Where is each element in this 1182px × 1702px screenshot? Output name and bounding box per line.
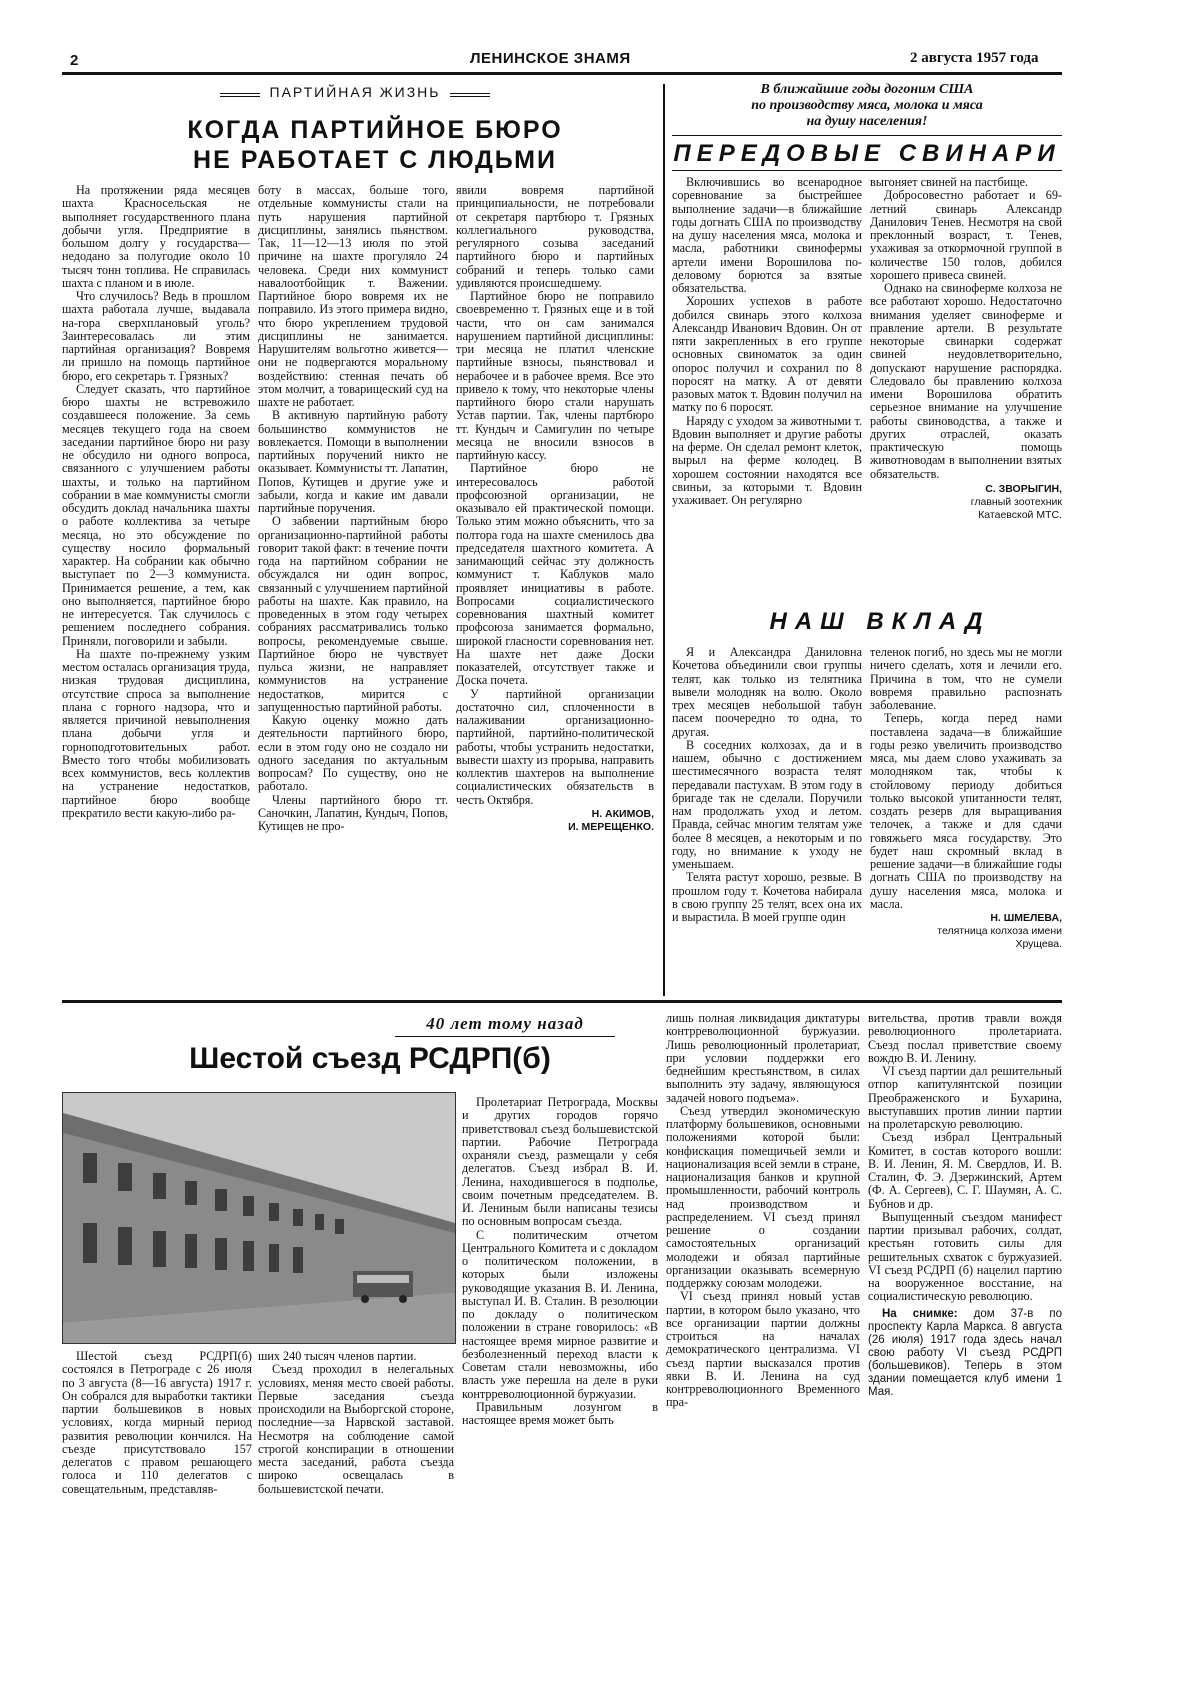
caption-text: дом 37-в по проспекту Карла Маркса. 8 августа (26 июля) 1917 года здесь начал свою работу VI съезд РСДРП (большевиков). Теперь в этом здании помещается клуб имени 1 Мая. bbox=[868, 1307, 1062, 1398]
paragraph: На протяжении ряда месяцев шахта Красносельская не выполняет государственного плана добычи угля. Предприятие в большом долгу у государства—недодано за полугодие около 10 тысяч тонн топлива. Не справилась шахта с планом и в июле. bbox=[62, 184, 250, 290]
slogan bbox=[672, 82, 1062, 130]
article3-column-2 bbox=[870, 646, 1062, 996]
paragraph: Пролетариат Петрограда, Москвы и других городов горячо приветствовал съезд большевистской партии. Рабочие Петрограда охраняли съезд, размещали у себя делегатов. Съезд избрал В. И. Ленина, находившегося в подполье, своим почетным председателем. В. И. Лениным были написаны тезисы по основным вопросам съезда. bbox=[462, 1096, 658, 1229]
article3-title: НАШ ВКЛАД bbox=[769, 608, 991, 635]
column-divider bbox=[663, 84, 665, 996]
section-rule bbox=[672, 170, 1062, 171]
rubric-text: 40 лет тому назад bbox=[426, 1014, 584, 1033]
signature-role: Катаевской МТС. bbox=[978, 508, 1062, 521]
slogan-line: В ближайшие годы догоним США bbox=[760, 82, 974, 97]
building-photo bbox=[62, 1092, 456, 1344]
paragraph: Включившись во всенародное соревнование за быстрейшее выполнение задачи—в ближайшие годы догнать США по производству на душу населения мяса, молока и масла, работники свинофермы артели имени Ворошилова по-деловому борются за взятые обязательства. bbox=[672, 176, 862, 295]
rubric-text: ПАРТИЙНАЯ ЖИЗНЬ bbox=[269, 84, 441, 100]
article2-column-2 bbox=[870, 176, 1062, 606]
paragraph: Добросовестно работает и 69-летний свинарь Александр Данилович Тенев. Несмотря на свой преклонный возраст, т. Тенев, ухаживая за откормочной группой в количестве 150 голов, добился хорошего привеса свиней. bbox=[870, 188, 1062, 282]
signature-role: Хрущева. bbox=[1015, 938, 1062, 950]
paragraph: Однако на свиноферме колхоза не все работают хорошо. Недостаточно внимания уделяет свиноферме и правление артели. В результате некоторые свинарки содержат свиней неудовлетворительно, допускают нарушение распорядка. Следовало бы правлению колхоза имени Ворошилова обратить серьезное внимание на улучшение работы свиноводства, а также и других отраслей, оказать практическую помощь животноводам в выполнении взятых обязательств. bbox=[870, 281, 1062, 481]
photo-caption bbox=[868, 1308, 1062, 1399]
article1-title-line1: КОГДА ПАРТИЙНОЕ БЮРО bbox=[187, 116, 563, 144]
paragraph: Я и Александра Даниловна Кочетова объединили свои группы телят, как только из телятника вывели молодняк на волю. Около трех месяцев небольшой табун пасем поочередно то одна, то другая. bbox=[672, 646, 862, 739]
paragraph: Какую оценку можно дать деятельности партийного бюро, если в этом году оно не создало ни одного заседания по актуальным вопросам? По существу, оно не работало. bbox=[258, 713, 448, 794]
rubric-party-life bbox=[220, 84, 490, 104]
article4-column-2 bbox=[258, 1350, 454, 1690]
caption-label: На снимке: bbox=[882, 1307, 958, 1320]
signature-role: телятница колхоза имени bbox=[937, 925, 1062, 937]
issue-date: 2 августа 1957 года bbox=[910, 50, 1039, 66]
signature-role: главный зоотехник bbox=[970, 495, 1062, 508]
paragraph: Правильным лозунгом в настоящее время может быть bbox=[462, 1399, 658, 1427]
paragraph: VI съезд принял новый устав партии, в котором было указано, что все организации партии должны строиться на началах демократического централизма. VI съезд партии высказался против явки В. И. Ленина на суд контрреволюционного Временного пра- bbox=[666, 1289, 860, 1410]
signature: С. ЗВОРЫГИН, bbox=[985, 482, 1062, 495]
article3-column-1 bbox=[672, 646, 862, 996]
paragraph: Съезд утвердил экономическую платформу большевиков, основными положениями которой были: конфискация помещичьей земли и национализация всей земли в стране, национализация банков и крупной промышленности, рабочий контроль над производством и распределением. VI съезд принял решение о создании самостоятельных организаций молодежи и обязал партийные организации оказывать всемерную поддержку союзам молодежи. bbox=[666, 1103, 860, 1290]
paragraph: Партийное бюро не интересовалось работой профсоюзной организации, не оказывало ей практической помощи. Только этим можно объяснить, что за полтора года на шахте сменилось два председателя шахтного комитета. А занимающий сейчас эту должность коммунист т. Каблуков мало проявляет инициативы в работе. Вопросами социалистического соревнования шахтный комитет профсоюза занимается формально, широкой гласности соревнования нет. На шахте нет даже Доски показателей, отсутствует также и Доска почета. bbox=[456, 461, 654, 688]
article1-title-line2: НЕ РАБОТАЕТ С ЛЮДЬМИ bbox=[193, 146, 557, 174]
rubric-40-years bbox=[380, 1014, 630, 1037]
article2-title: ПЕРЕДОВЫЕ СВИНАРИ bbox=[673, 140, 1061, 167]
page-number: 2 bbox=[70, 52, 79, 69]
article4-column-1 bbox=[62, 1350, 252, 1690]
paragraph: ших 240 тысяч членов партии. bbox=[258, 1350, 417, 1363]
paragraph: Съезд избрал Центральный Комитет, в состав которого вошли: В. И. Ленин, Я. М. Свердлов, И. В. Сталин, Ф. Э. Дзержинский, Артем (Ф. А. Сергеев), С. Г. Шаумян, А. С. Бубнов и др. bbox=[868, 1130, 1062, 1211]
paragraph: выгоняет свиней на пастбище. bbox=[870, 176, 1029, 189]
header-rule bbox=[62, 72, 1062, 75]
paragraph: На шахте по-прежнему узким местом осталась организация труда, низкая трудовая дисциплина, отсутствие спроса за выполнение плана с горного надзора, что и является причиной невыполнения плана добычи угля и горноподготовительных работ. Вместо того чтобы мобилизовать всех коммунистов, весь коллектив на устранение недостатков, партийное бюро вообще прекратило вести какую-либо ра- bbox=[62, 646, 250, 820]
newspaper-title: ЛЕНИНСКОЕ ЗНАМЯ bbox=[470, 50, 631, 67]
slogan-line: по производству мяса, молока и мяса bbox=[751, 98, 983, 113]
article4-column-3 bbox=[462, 1096, 658, 1691]
paragraph: В соседних колхозах, да и в нашем, обычно с достижением шестимесячного возраста телят передавали пастухам. В этом году в бригаде так не сделали. Поручили нам продолжать уход и летом. Правда, сейчас многим телятам уже более 8 месяцев, а некоторым и по году, но внимание к уходу не уменьшаем. bbox=[672, 737, 862, 871]
article1-column-2 bbox=[258, 184, 448, 989]
signature: Н. ШМЕЛЕВА, bbox=[990, 912, 1062, 924]
signature: Н. АКИМОВ, bbox=[591, 807, 654, 820]
paragraph: Следует сказать, что партийное бюро шахты не встревожило создавшееся положение. За семь месяцев текущего года на своем заседании партийное бюро ни разу не обсудило ни одного вопроса, связанного с улучшением работы шахты, и только на партийном собрании в мае коммунисты смогли обсудить доклад начальника шахты о работе коллектива за четыре месяца, но это обсуждение по существу носило формальный характер. На собрании как обычно выступает по 2—3 коммуниста. Принимается решение, а тем, как оно выполняется, партийное бюро не интересуется. Так случилось с решением последнего собрания. Приняли, поговорили и забыли. bbox=[62, 381, 250, 648]
article1-column-3 bbox=[456, 184, 654, 989]
paragraph: Съезд проходил в нелегальных условиях, меняя место своей работы. Первые заседания съезда происходили на Выборгской стороне, последние—за Нарвской заставой. Несмотря на соблюдение самой строгой конспирации в отношении места заседаний, работа съезда широко освещалась в большевистской печати. bbox=[258, 1362, 454, 1496]
article4-column-4 bbox=[666, 1012, 860, 1692]
paragraph: О забвении партийным бюро организационно-партийной работы говорит такой факт: в течение почти года на партийном собрании не обсуждался ни один вопрос, связанный с улучшением партийной работы на шахте. Как правило, на проведенных в этом году четырех собраниях рассматривались только вопросы, рекомендуемые свыше. Партийное бюро не чувствует пульса жизни, не направляет коммунистов на устранение недостатков, мирится с запущенностью партийной работы. bbox=[258, 514, 448, 714]
section-rule bbox=[62, 1000, 1062, 1003]
building-illustration bbox=[63, 1093, 455, 1343]
article4-title: Шестой съезд РСДРП(б) bbox=[189, 1042, 551, 1075]
paragraph: явили вовремя партийной принципиальности, не потребовали от секретаря партбюро т. Грязных коллегиального руководства, регулярного созыва заседаний партийного бюро и партийных собраний и теперь только сами удивляются происшедшему. bbox=[456, 184, 654, 290]
article2-column-1 bbox=[672, 176, 862, 596]
paragraph: Что случилось? Ведь в прошлом шахта работала лучше, выдавала на-гора сверхплановый уголь? Заинтересовалась ли этим партийная организация? Вовремя ли пришло на помощь партийное бюро, его секретарь т. Грязных? bbox=[62, 289, 250, 383]
paragraph: С политическим отчетом Центрального Комитета и с докладом о политическом положении, в которых были изложены руководящие указания В. И. Ленина, выступал И. В. Сталин. В резолюции по докладу о политическом положении в стране говорилось: «В настоящее время мирное развитие и безболезненный переход власти к Советам стали невозможны, ибо власть уже перешла на деле в руки контрреволюционной буржуазии. bbox=[462, 1227, 658, 1401]
slogan-line: на душу населения! bbox=[806, 114, 928, 129]
paragraph: VI съезд партии дал решительный отпор капитулянтской позиции Преображенского и Бухарина, выступавших против линии партии на пролетарскую революцию. bbox=[868, 1064, 1062, 1131]
paragraph: Теперь, когда перед нами поставлена задача—в ближайшие годы резко увеличить производство мяса, мы даем слово ухаживать за молодняком так, чтобы к стойловому периоду добиться только высокой упитанности телят, создать резерв для выращивания телочек, а также и для сдачи говяжьего мяса государству. Это будет наш скромный вклад в решение задачи—в ближайшие годы догнать США по производству на душу населения мяса, молока и масла. bbox=[870, 711, 1062, 911]
paragraph: Выпущенный съездом манифест партии призывал рабочих, солдат, крестьян готовить силы для решительных схваток с буржуазией. VI съезд РСДРП (б) нацелил партию на вооруженное восстание, на социалистическую революцию. bbox=[868, 1209, 1062, 1304]
paragraph: лишь полная ликвидация диктатуры контрреволюционной буржуазии. Лишь революционный пролетариат, при условии поддержки его беднейшим крестьянством, в силах выполнить эту задачу, являющуюся задачей нового подъема». bbox=[666, 1012, 860, 1105]
paragraph: В активную партийную работу большинство коммунистов не вовлекается. Помощи в выполнении партийных поручений никто не оказывает. Коммунисты тт. Лапатин, Попов, Кутищев и другие уже и забыли, когда и какие им давали партийные поручения. bbox=[258, 408, 448, 515]
paragraph: боту в массах, больше того, отдельные коммунисты стали на путь нарушения партийной дисциплины, занялись пьянством. Так, 11—12—13 июля по этой причине на шахте прогуляло 24 человека. Среди них коммунист навалоотбойщик т. Важении. Партийное бюро вовремя их не поправило. Из этого примера видно, что бюро укреплением трудовой дисциплины не занимается. Нарушителям вольготно живется—они не подвергаются моральному воздействию: стенная печать об этом молчит, а товарищеский суд на шахте не работает. bbox=[258, 184, 448, 409]
paragraph: У партийной организации достаточно сил, сплоченности в налаживании организационно-партийной, партийно-политической работы, чтобы устранить недостатки, вывести шахту из прорыва, направить коллектив шахтеров на выполнение социалистических обязательств в честь Октября. bbox=[456, 686, 654, 807]
paragraph: Члены партийного бюро тт. Саночкин, Лапатин, Кундыч, Попов, Кутищев не про- bbox=[258, 792, 448, 833]
paragraph: Наряду с уходом за животными т. Вдовин выполняет и другие работы на ферме. Он сделал ремонт клеток, вырыл на ферме колодец. В хорошем состоянии находятся все свиньи, за которыми т. Вдовин ухаживает. Он регулярно bbox=[672, 413, 862, 507]
article1-column-1 bbox=[62, 184, 250, 989]
paragraph: Шестой съезд РСДРП(б) состоялся в Петрограде с 26 июля по 3 августа (8—16 августа) 1917 г. Он собрался для выработки тактики партии большевиков в новых условиях, когда мирный период развития революции кончился. На съезде присутствовало 157 делегатов с правом решающего голоса и 110 делегатов с совещательным, представляв- bbox=[62, 1350, 252, 1496]
paragraph: Хороших успехов в работе добился свинарь этого колхоза Александр Иванович Вдовин. Он от пяти закрепленных в его группе основных свиноматок за один опорос получил и сохранил по 8 поросят на матку. А от девяти разовых маток т. Вдовин получил на матку по 6 поросят. bbox=[672, 294, 862, 415]
section-rule bbox=[672, 135, 1062, 136]
article3-title-frame bbox=[760, 606, 1000, 638]
paragraph: теленок погиб, но здесь мы не могли ничего сделать, хотя и лечили его. Причина в том, что не сумели вовремя правильно распознать заболевание. bbox=[870, 646, 1062, 712]
paragraph: вительства, против травли вождя революционного пролетариата. Съезд послал приветствие своему вождю В. И. Ленину. bbox=[868, 1012, 1062, 1065]
article4-column-5 bbox=[868, 1012, 1062, 1692]
paragraph: Телята растут хорошо, резвые. В прошлом году т. Кочетова набирала в свою группу 25 телят, всех она их и вырастила. В моей группе один bbox=[672, 870, 862, 924]
paragraph: Партийное бюро не поправило своевременно т. Грязных еще и в той части, что он сам занимался нарушением партийной дисциплины: три месяца не платил членские партийные взносы, пьянствовал и нерабочее и в рабочее время. Все это привело к тому, что некоторые члены партийного бюро стали нарушать Устав партии. Так, члены партбюро тт. Кундыч и Самигулин по четыре месяца не вносили взносов в партийную кассу. bbox=[456, 289, 654, 462]
signature: И. МЕРЕЩЕНКО. bbox=[568, 820, 654, 833]
